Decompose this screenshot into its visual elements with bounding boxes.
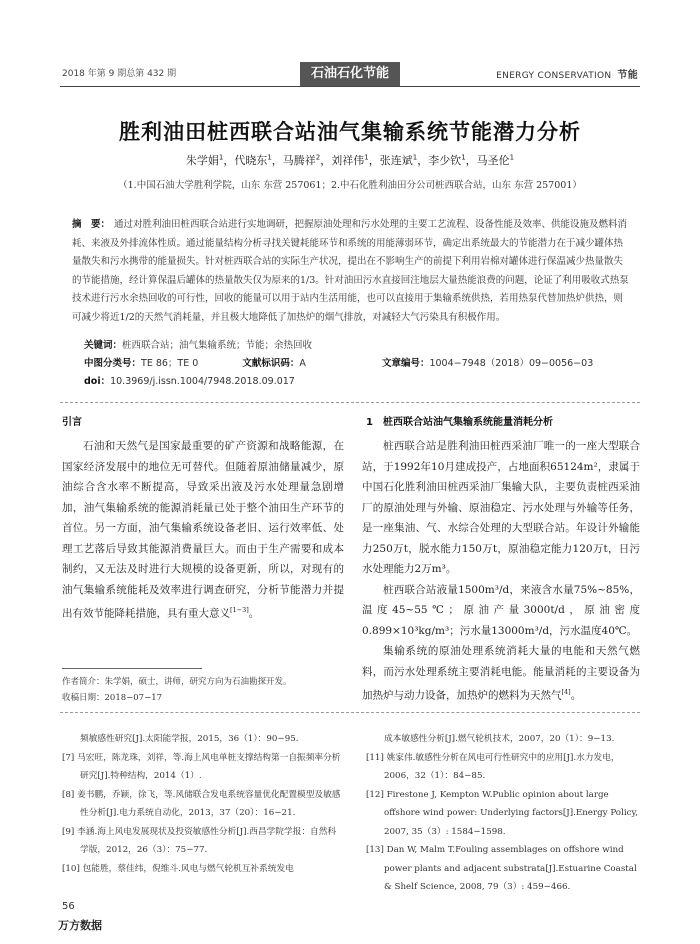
footnote-date: 收稿日期：2018−07−17 bbox=[62, 693, 163, 703]
journal-name bbox=[496, 66, 638, 81]
footnote-rule bbox=[62, 668, 202, 669]
author-affiliation-mark: 1 bbox=[461, 153, 466, 162]
references-left bbox=[62, 730, 342, 878]
reference-text: Firestone J, Kempton W.Public opinion about large offshore wind power: Underlying factors[J].Energy Policy, 2007, 35（3）: 1584−1598. bbox=[384, 789, 638, 837]
references-divider bbox=[60, 712, 640, 713]
right-column bbox=[362, 436, 640, 706]
reference-text: 成本敏感性分析[J].燃气轮机技术，2007，20（1）：9−13. bbox=[384, 734, 615, 744]
reference-id: [9] bbox=[62, 826, 78, 837]
page-number: 56 bbox=[62, 901, 75, 912]
abstract-label: 摘 要： bbox=[72, 219, 111, 230]
author-name: 马圣伦 bbox=[476, 154, 510, 167]
intro-text: 石油和天然气是国家最重要的矿产资源和战略能源，在国家经济发展中的地位无可替代。但随着原油储量减少，原油综合含水率不断提高，导致采出液及污水处理量急剧增加，油气集输系统的能源消耗量已处于整个油田生产环节的首位。另一方面，油气集输系统设备老旧、运行效率低、处理工艺落后导致其能源消费量巨大。而由于生产需要和成本制约，又无法及时进行大规模的设备更新，所以，对现有的油气集输系统能耗及效率进行调查研究，分析节能潜力并提出有效节能降耗措施，具有重大意义 bbox=[62, 440, 344, 620]
author-name: 张连斌 bbox=[379, 154, 413, 167]
reference-id: [10] bbox=[62, 863, 83, 874]
reference-text: Dan W, Malm T.Fouling assemblages on offshore wind power plants and adjacent substrata[J].Estuarine Coastal & Shelf Science, 2008, 79（3）: 459−466. bbox=[384, 845, 637, 892]
reference-id: [8] bbox=[62, 789, 78, 800]
article-title: 胜利油田桩西联合站油气集输系统节能潜力分析 bbox=[119, 120, 581, 144]
footnote-author: 作者简介：朱学娟，硕士，讲师，研究方向为石油勘探开发。 bbox=[62, 677, 292, 687]
keywords bbox=[84, 337, 312, 351]
reference-item bbox=[62, 786, 342, 823]
author-affiliation-mark: 1 bbox=[267, 153, 272, 162]
section-divider bbox=[60, 402, 640, 403]
intro-tail: 。 bbox=[248, 607, 260, 620]
left-column bbox=[62, 436, 344, 624]
reference-id: [12] bbox=[366, 789, 387, 800]
author-separator: ， bbox=[223, 154, 235, 167]
classification-line bbox=[84, 355, 624, 369]
keywords-label: 关键词： bbox=[84, 340, 123, 351]
affiliations: （1.中国石油大学胜利学院，山东 东营 257061；2.中石化胜利油田分公司桩西联合站，山东 东营 257001） bbox=[118, 180, 582, 191]
author-separator: ， bbox=[465, 154, 477, 167]
p3-tail: 。 bbox=[570, 689, 582, 702]
doc-code-value: A bbox=[299, 358, 306, 369]
author-name: 代晓东 bbox=[234, 154, 268, 167]
reference-text: 李涵.海上风电发展现状及投资敏感性分析[J].西昌学院学报：自然科学版，2012，26（3）：75−77. bbox=[77, 826, 337, 855]
author-affiliation-mark: 1 bbox=[364, 153, 369, 162]
reference-item bbox=[366, 749, 642, 786]
author-affiliation-mark: 2 bbox=[315, 153, 321, 162]
article-no-label: 文章编号： bbox=[381, 358, 430, 369]
reference-item bbox=[62, 860, 342, 879]
author-separator: ， bbox=[271, 154, 283, 167]
clc-label: 中图分类号： bbox=[84, 358, 142, 369]
doc-code-label: 文献标识码： bbox=[242, 358, 300, 369]
author-affiliation-mark: 1 bbox=[218, 153, 224, 162]
author-name: 马腾祥 bbox=[282, 154, 316, 167]
reference-text: 姜书鹏，乔颖，徐飞，等.风储联合发电系统容量优化配置模型及敏感性分析[J].电力系统自动化，2013，37（20）：16−21. bbox=[77, 789, 341, 818]
reference-item bbox=[62, 749, 342, 786]
database-watermark: 万方数据 bbox=[58, 919, 102, 932]
doi-label: doi： bbox=[84, 376, 111, 387]
reference-item bbox=[366, 730, 642, 749]
footnote bbox=[62, 674, 342, 706]
references-right bbox=[366, 730, 642, 897]
intro-paragraph bbox=[62, 436, 344, 624]
journal-name-en: ENERGY CONSERVATION bbox=[496, 71, 612, 81]
reference-item bbox=[366, 786, 642, 842]
section-1-paragraph-2: 桩西联合站液量1500m³/d，来液含水量75%~85%，温度45~55℃；原油产量3000t/d，原油密度0.899×10³kg/m³；污水量13000m³/d，污水温度40℃。 bbox=[362, 583, 640, 637]
reference-item bbox=[62, 730, 342, 749]
journal-name-cn: 节能 bbox=[617, 70, 638, 81]
author-name: 李少钦 bbox=[428, 154, 462, 167]
article-no-value: 1004−7948（2018）09−0056−03 bbox=[429, 358, 594, 369]
author-affiliation-mark: 1 bbox=[509, 153, 515, 162]
p3-text: 集输系统的原油处理系统消耗大量的电能和天然气燃料，而污水处理系统主要消耗电能。能量消耗的主要设备为加热炉与动力设备，加热炉的燃料为天然气 bbox=[362, 645, 640, 702]
author-name: 朱学娟 bbox=[185, 154, 219, 167]
author-separator: ， bbox=[417, 154, 429, 167]
reference-text: 马宏旺，陈龙珠，刘祥，等.海上风电单桩支撑结构第一自振频率分析研究[J].特种结构，2014（1）. bbox=[77, 752, 341, 781]
reference-id: [11] bbox=[366, 752, 387, 763]
reference-item bbox=[62, 823, 342, 860]
citation: [1−3] bbox=[230, 606, 249, 614]
header-rule bbox=[60, 86, 640, 87]
reference-id: [13] bbox=[366, 845, 387, 855]
reference-id: [7] bbox=[62, 752, 78, 763]
intro-heading: 引言 bbox=[62, 417, 82, 428]
abstract bbox=[72, 216, 632, 327]
author-separator: ， bbox=[320, 154, 332, 167]
doi-value: 10.3969/j.issn.1004/7948.2018.09.017 bbox=[110, 376, 295, 387]
section-tab: 石油石化节能 bbox=[300, 62, 400, 86]
author-name: 刘祥伟 bbox=[331, 154, 365, 167]
issue-info: 2018 年第 9 期总第 432 期 bbox=[62, 69, 177, 79]
reference-text: 频敏感性研究[J].太阳能学报，2015，36（1）：90−95. bbox=[80, 734, 299, 744]
section-1-paragraph-1: 桩西联合站是胜利油田桩西采油厂唯一的一座大型联合站，于1992年10月建成投产，占地面积65124m²，隶属于中国石化胜利油田桩西采油厂集输大队，主要负责桩西采油厂的原油处理与外输、原油稳定、污水处理与外输等任务，是一座集油、气、水综合处理的大型联合站。年设计外输能力250万t，脱水能力150万t，原油稳定能力120万t，日污水处理能力2万m³。 bbox=[362, 440, 640, 575]
author-affiliation-mark: 1 bbox=[412, 153, 418, 162]
reference-text: 包能胜，蔡佳纬，倪维斗.风电与燃气轮机互补系统发电 bbox=[82, 863, 294, 874]
author-list bbox=[60, 152, 640, 168]
author-separator: ， bbox=[368, 154, 380, 167]
citation: [4] bbox=[561, 688, 571, 696]
keywords-text: 桩西联合站；油气集输系统；节能；余热回收 bbox=[122, 340, 313, 351]
section-1-heading: 1 桩西联合站油气集输系统能量消耗分析 bbox=[366, 417, 553, 428]
section-1-paragraph-3 bbox=[362, 641, 640, 706]
reference-text: 姚家伟.敏感性分析在风电可行性研究中的应用[J].水力发电，2006，32（1）：84−85. bbox=[384, 752, 620, 781]
abstract-text: 通过对胜利油田桩西联合站进行实地调研，把握原油处理和污水处理的主要工艺流程、设备性能及效率、供能设施及燃料消耗、来液及外排流体性质。通过能量结构分析寻找关键耗能环节和系统的用能薄弱环节，确定出系统最大的节能潜力在于减少罐体热量散失和污水携带的能量损失。针对桩西联合站的实际生产状况，提出在不影响生产的前提下利用岩棉对罐体进行保温减少热量散失的节能措施，经计算保温后罐体的热量散失仅为原来的1/3。针对油田污水直接回注地层大量热能浪费的问题，论证了利用吸收式热泵技术进行污水余热回收的可行性，回收的能量可以用于站内生活用能，也可以直接用于集输系统供热，若用热泵代替加热炉供热，则可减少将近1/2的天然气消耗量，并且极大地降低了加热炉的烟气排放，对减轻大气污染具有积极作用。 bbox=[72, 219, 629, 323]
doi bbox=[84, 373, 295, 387]
reference-item bbox=[366, 841, 642, 897]
clc-value: TE 86；TE 0 bbox=[141, 358, 199, 369]
